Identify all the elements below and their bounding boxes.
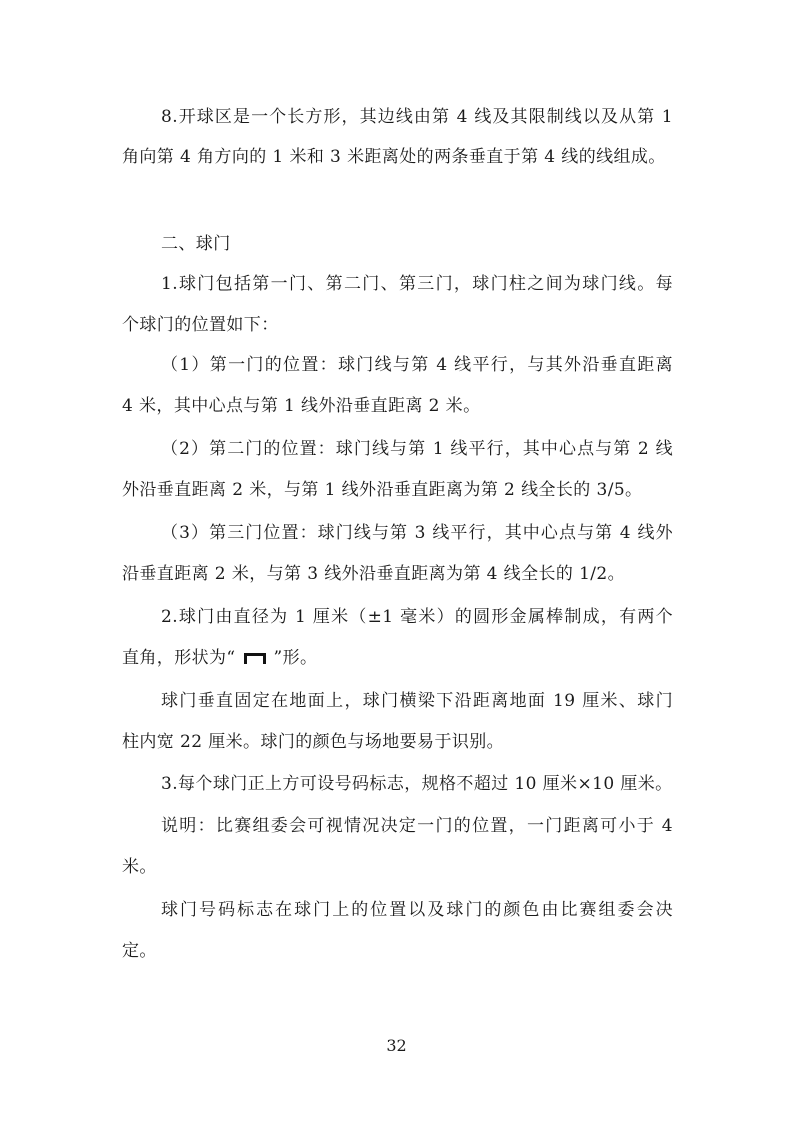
text-line: 4 米，其中心点与第 1 线外沿垂直距离 2 米。: [122, 396, 481, 416]
text-fragment: 直角，形状为“: [122, 648, 236, 668]
text-line: 2.球门由直径为 1 厘米（±1 毫米）的圆形金属棒制成，有两个: [161, 607, 673, 627]
text-line: （1）第一门的位置：球门线与第 4 线平行，与其外沿垂直距离: [161, 355, 673, 375]
text-line: 柱内宽 22 厘米。球门的颜色与场地要易于识别。: [122, 732, 505, 752]
text-line: 说明：比赛组委会可视情况决定一门的位置，一门距离可小于 4: [161, 816, 673, 836]
text-line: （2）第二门的位置：球门线与第 1 线平行，其中心点与第 2 线: [161, 439, 673, 459]
text-line: 外沿垂直距离 2 米，与第 1 线外沿垂直距离为第 2 线全长的 3/5。: [122, 480, 643, 500]
page-number: 32: [386, 1036, 407, 1055]
text-fragment: ”形。: [273, 648, 318, 668]
text-line: 球门垂直固定在地面上，球门横梁下沿距离地面 19 厘米、球门: [161, 691, 673, 711]
text-line: 定。: [122, 941, 157, 961]
text-line: 1.球门包括第一门、第二门、第三门，球门柱之间为球门线。每: [161, 274, 673, 294]
section-heading: 二、球门: [161, 234, 231, 254]
text-line: 个球门的位置如下：: [122, 315, 279, 335]
text-line: 沿垂直距离 2 米，与第 3 线外沿垂直距离为第 4 线全长的 1/2。: [122, 564, 626, 584]
text-line: （3）第三门位置：球门线与第 3 线平行，其中心点与第 4 线外: [161, 523, 673, 543]
text-line: 角向第 4 角方向的 1 米和 3 米距离处的两条垂直于第 4 线的线组成。: [122, 147, 666, 167]
text-line: 3.每个球门正上方可设号码标志，规格不超过 10 厘米×10 厘米。: [161, 774, 673, 794]
text-line-with-goal-symbol: [122, 646, 317, 670]
text-line: 球门号码标志在球门上的位置以及球门的颜色由比赛组委会决: [161, 900, 673, 920]
goal-shape-icon: [244, 653, 266, 664]
text-line: 米。: [122, 857, 157, 877]
text-line: 8.开球区是一个长方形，其边线由第 4 线及其限制线以及从第 1: [161, 107, 673, 127]
